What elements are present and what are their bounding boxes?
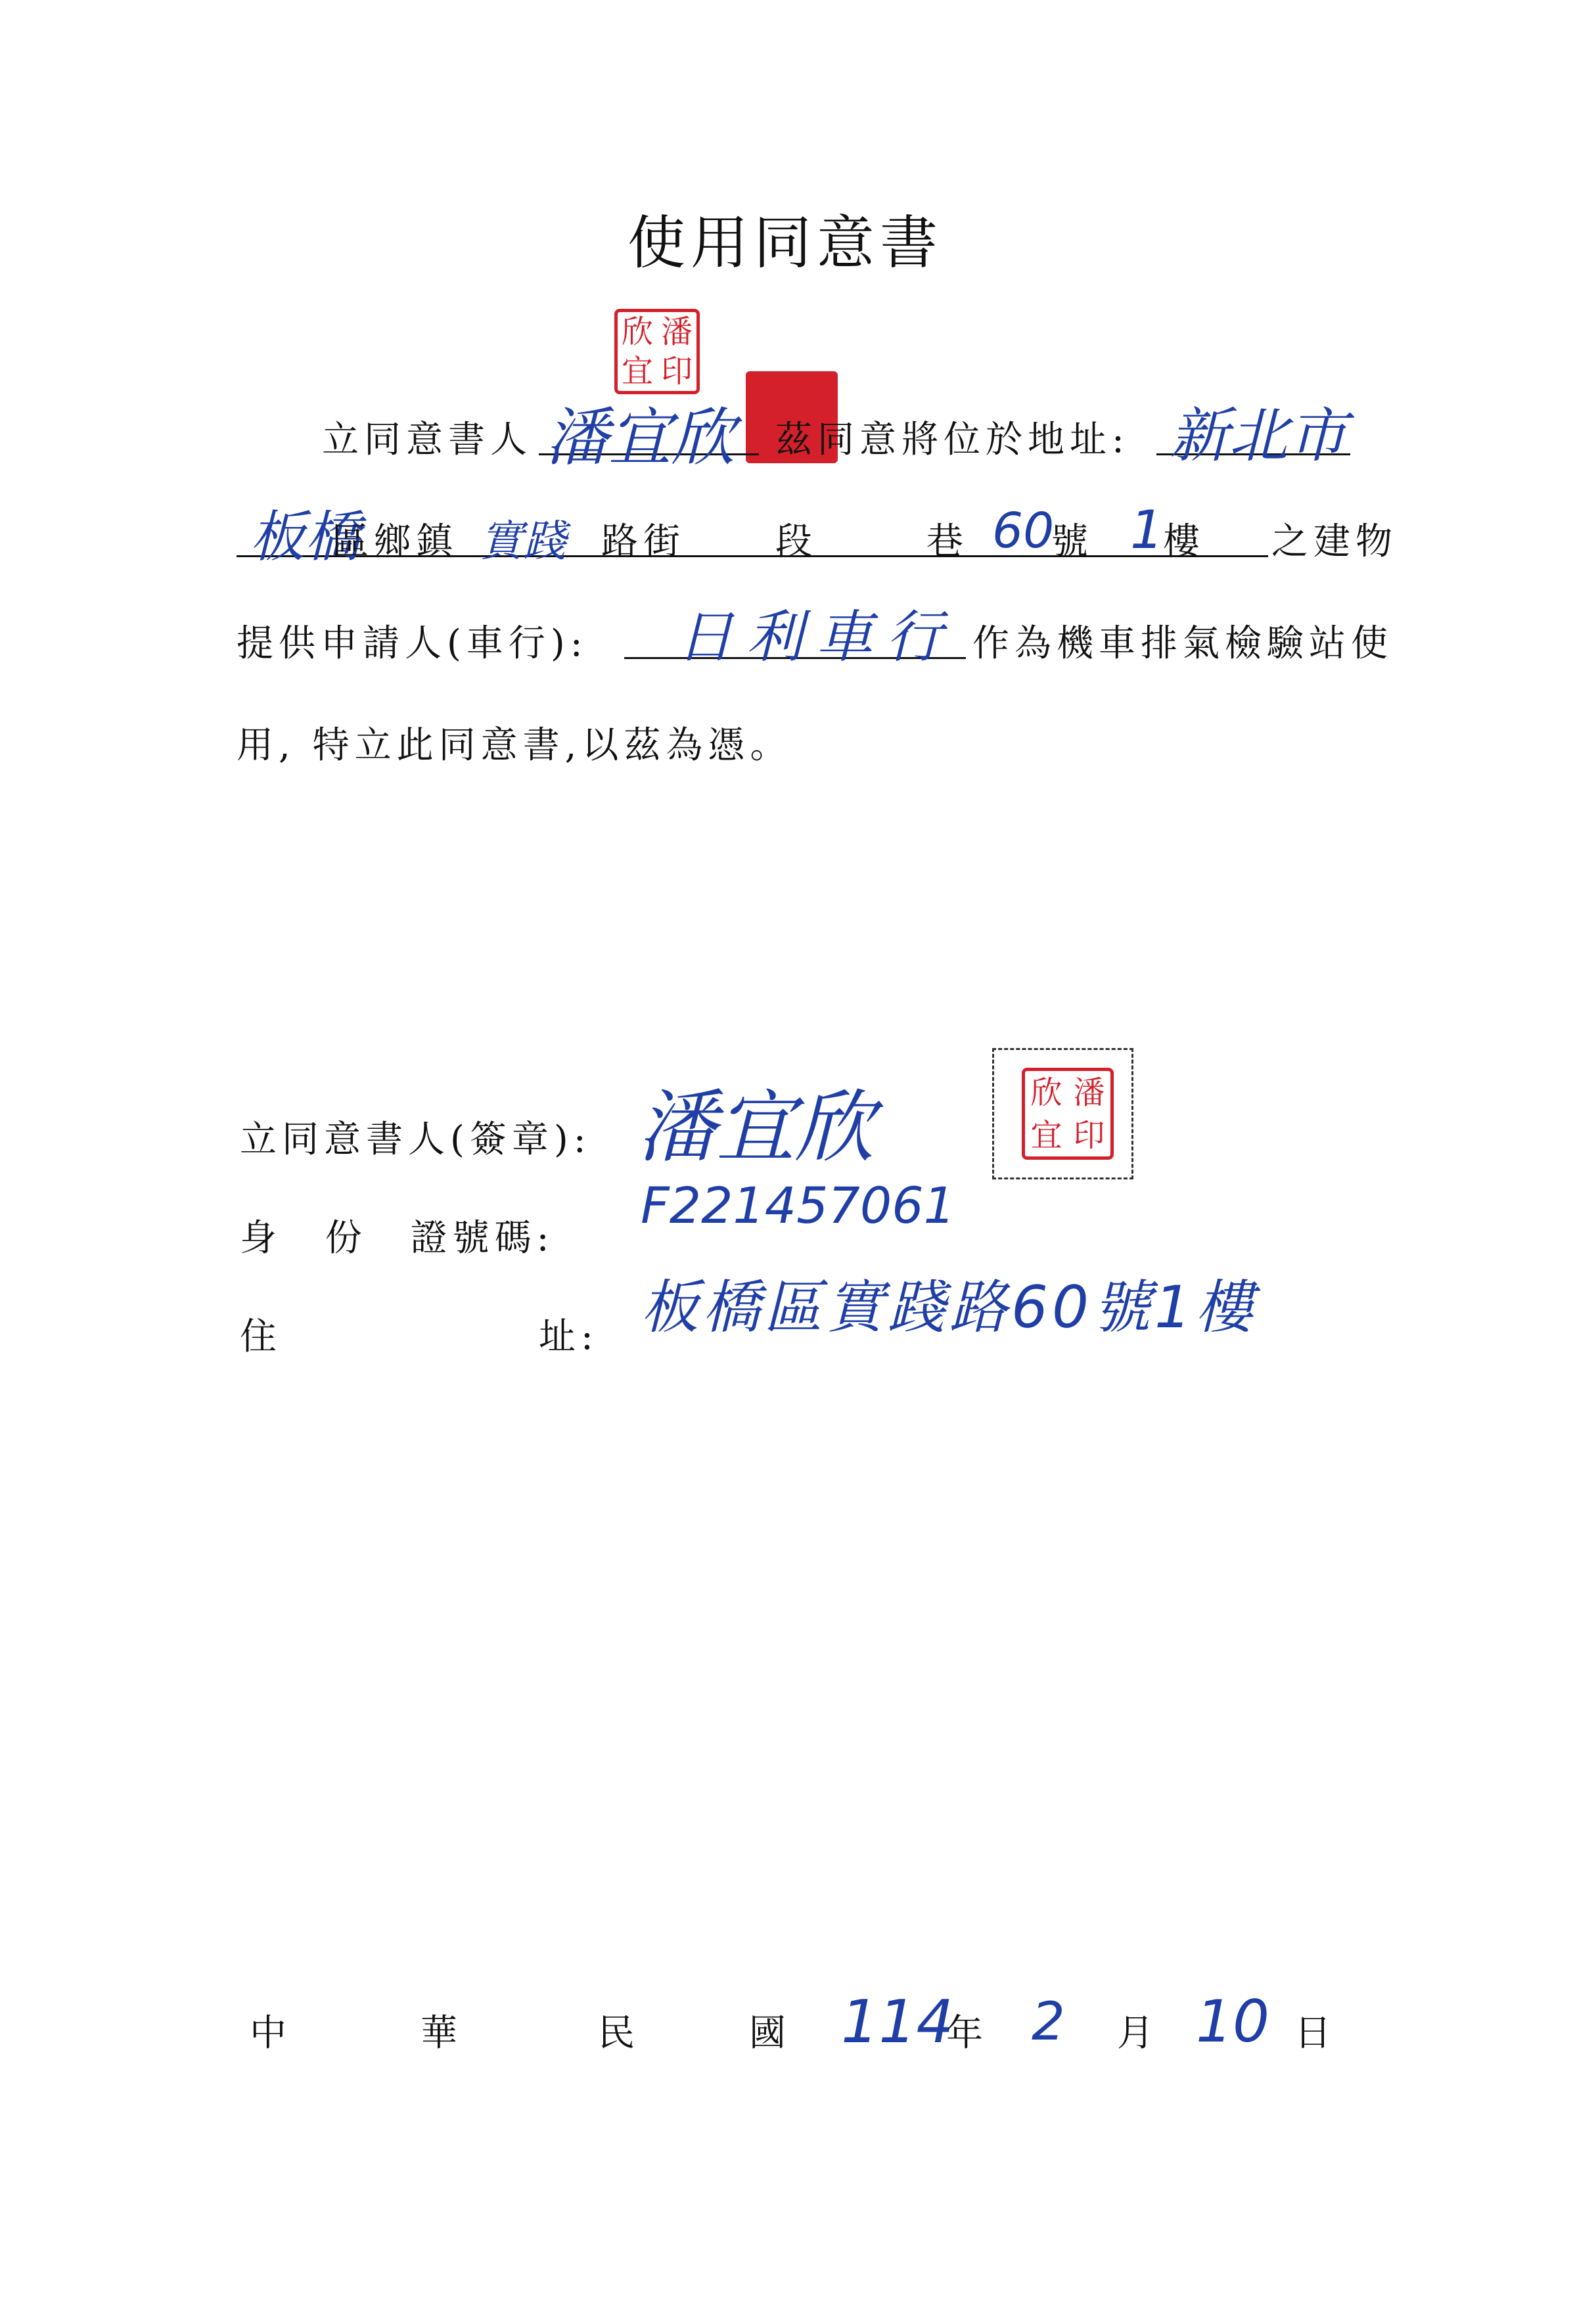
address-label-end: 址: — [539, 1315, 599, 1358]
date-year: 114 — [841, 1988, 954, 2057]
road-value: 實踐 — [480, 516, 566, 566]
date-char-3: 民 — [598, 2012, 640, 2055]
district-value: 板橋 — [250, 505, 361, 569]
signer-label: 立同意書人(簽章): — [240, 1118, 591, 1161]
company-value: 日利車行 — [677, 605, 955, 670]
district-label: 區鄉鎮 — [332, 520, 458, 563]
number-label: 號 — [1051, 520, 1093, 563]
address-value: 板橋區實踐路60號1樓 — [641, 1273, 1257, 1341]
lane-label: 巷 — [926, 520, 969, 563]
closing-text: 用, 特立此同意書,以茲為憑。 — [237, 724, 792, 767]
provide-label: 提供申請人(車行): — [237, 622, 588, 665]
date-month: 2 — [1032, 1991, 1065, 2052]
number-value: 60 — [992, 503, 1055, 559]
id-value: F221457061 — [641, 1176, 955, 1235]
address-label-start: 住 — [240, 1315, 282, 1358]
purpose-text: 作為機車排氣檢驗站使 — [972, 622, 1393, 665]
date-char-2: 華 — [421, 2012, 463, 2055]
signer-signature: 潘宜欣 — [637, 1082, 874, 1174]
building-label: 之建物 — [1271, 520, 1398, 563]
date-month-label: 月 — [1117, 2012, 1159, 2055]
id-label: 身 份 證號碼: — [240, 1217, 555, 1260]
consenter-label: 立同意書人 — [322, 419, 532, 461]
city-value: 新北市 — [1170, 401, 1347, 470]
date-day-label: 日 — [1294, 2012, 1336, 2055]
date-year-label: 年 — [946, 2012, 988, 2055]
consent-text: 茲同意將位於地址: — [775, 419, 1129, 461]
consenter-signature: 潘宜欣 — [545, 401, 735, 474]
floor-label: 樓 — [1163, 520, 1205, 563]
date-char-4: 國 — [749, 2012, 791, 2055]
section-label: 段 — [775, 520, 817, 563]
floor-value: 1 — [1130, 499, 1164, 560]
date-char-1: 中 — [250, 2012, 292, 2055]
seal-stamp-top: 欣 潘 宜 印 — [614, 309, 700, 394]
road-label: 路街 — [601, 520, 685, 563]
date-day: 10 — [1196, 1988, 1269, 2055]
signer-seal-stamp: 欣 潘 宜 印 — [1022, 1068, 1114, 1160]
document-title: 使用同意書 — [627, 209, 944, 277]
